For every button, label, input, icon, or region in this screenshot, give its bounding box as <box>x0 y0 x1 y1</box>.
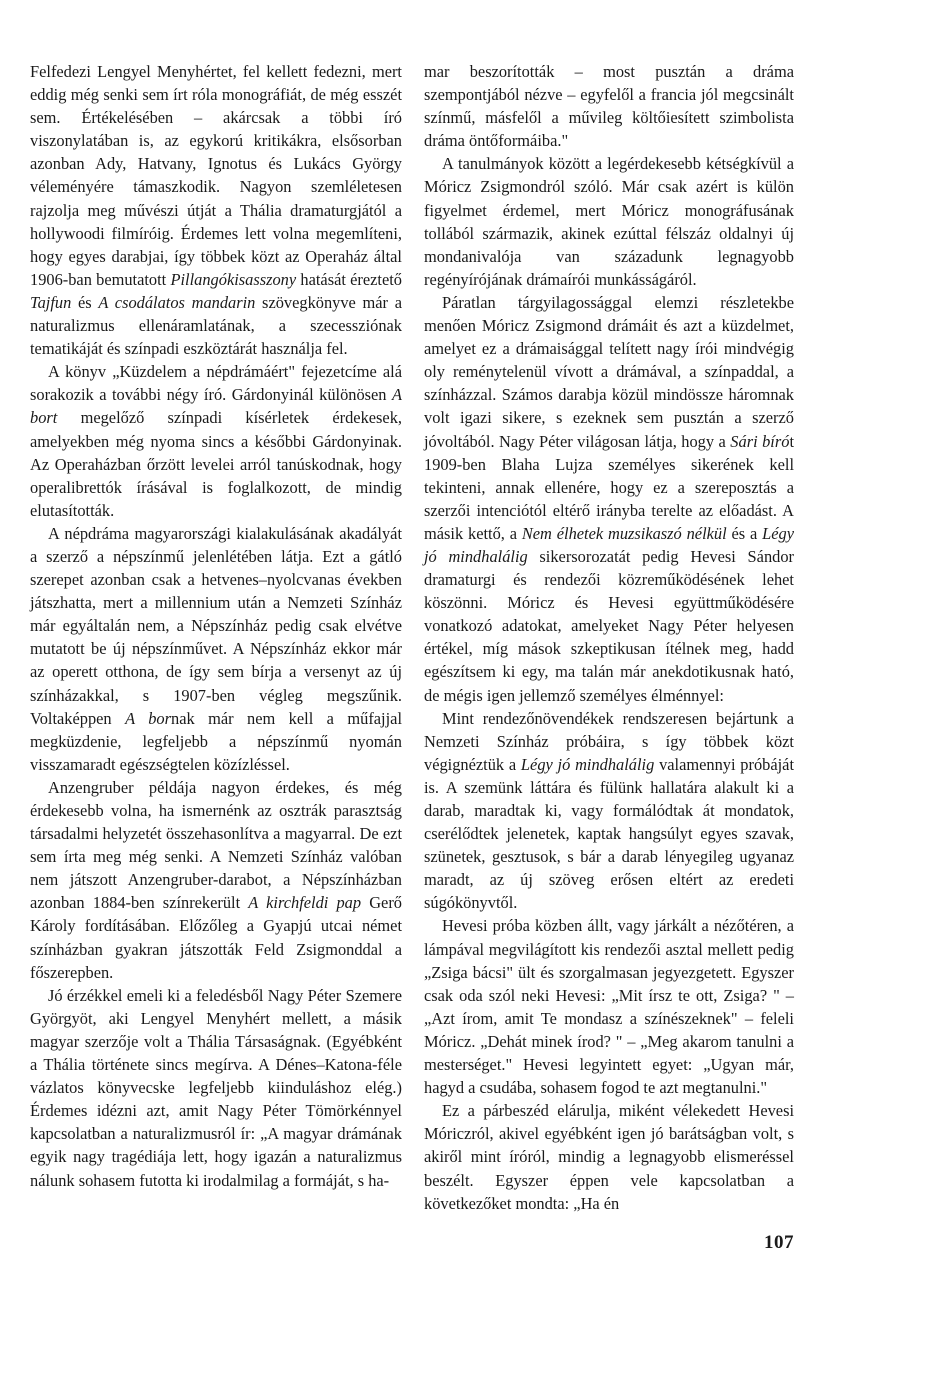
paragraph: A tanulmányok között a legérdekesebb kétségkívül a Móricz Zsigmondról szóló. Már csak azért is külön figyelmet érdemel, mert Móricz monográfusának tollából származik, akinek ezúttal félszáz oldalnyi új mondanivalója van századunk legnagyobb regényírójának drámaírói munkásságáról. <box>424 154 794 289</box>
paragraph-text: A könyv „Küzdelem a népdrámáért" fejezetcíme alá sorakozik a további négy író. Gárdonyinál különösen <box>30 362 402 405</box>
paragraph <box>424 291 794 707</box>
paragraph-text: és a <box>726 523 763 543</box>
work-title: Légy jó mindhalálig <box>520 754 655 774</box>
paragraph <box>30 360 402 522</box>
work-title: A csodálatos mandarin <box>98 292 256 312</box>
right-column <box>424 60 794 1215</box>
paragraph <box>30 522 402 776</box>
paragraph-text: Gerő Károly fordításában. Előzőleg a Gyapjú utcai német színházban gyakran játszották Feld Zsigmonddal a főszerepben. <box>30 893 402 982</box>
paragraph-text: valamennyi próbáját is. A szemünk láttára és fülünk hallatára alakult ki a darab, maradtak ki, vagy formálódtak át mondatok, cserélődtek jelenetek, kaptak hangsúlyt egyes szavak, szünetek, gesztusok, s bár a darab lényegileg ugyanaz maradt, az új szöveg erősen eltért az eredeti súgókönyvtől. <box>424 754 794 913</box>
paragraph-text: Mint rendezőnövendékek rendszeresen bejártunk a Nemzeti Színház próbáira, s így többek közt végignéztük a <box>424 708 794 774</box>
work-title: Pillangókisasszony <box>170 269 297 289</box>
paragraph-text: t 1909-ben Blaha Lujza személyes sikerének kell tekinteni, annak ellenére, hogy ez a szereposztás a szerzői intenciótól eltérő irányba terelte az előadást. A másik kettő, a <box>424 431 794 543</box>
paragraph: Jó érzékkel emeli ki a feledésből Nagy Péter Szemere Györgyöt, aki Lengyel Menyhért mellett, a másik magyar szerzője volt a Thália Társaságnak. (Egyébként a Thália története sincs megírva. A Dénes–Katona-féle vázlatos könyvecske legfeljebb kiinduláshoz elég.) Érdemes idézni azt, amit Nagy Péter Tömörkénnyel kapcsolatban a naturalizmusról ír: „A magyar drámának egyik nagy tragédiája lett, hogy igazán a naturalizmus nálunk sohasem futotta ki irodalmilag a formáját, s ha- <box>30 985 402 1190</box>
work-title: Légy jó mindhalálig <box>424 523 794 566</box>
paragraph: mar beszorították – most pusztán a dráma szempontjából nézve – egyfelől a francia jól megcsinált színmű, másfelől a művileg költőiesített szimbolista dráma öntőformáiba." <box>424 62 794 151</box>
paragraph-text: Páratlan tárgyilagossággal elemzi részletekbe menően Móricz Zsigmond drámáit és azt a küzdelmet, amelyet ez a drámaisággal telített nagy írói mindvégig oly reménytelenül vívott a drámával, a színpaddal, a színházzal. Számos darabja közül mindössze háromnak volt igazi sikere, s ezeknek sem pusztán a szerző jóvoltából. Nagy Péter világosan látja, hogy a <box>424 292 794 451</box>
paragraph-text: szövegkönyve már a naturalizmus ellenáramlatának, a szecessziónak tematikáját és színpadi eszköztárát használja fel. <box>30 292 402 359</box>
paragraph: Ez a párbeszéd elárulja, miként vélekedett Hevesi Móriczról, akivel egyébként igen jó barátságban volt, s akiről mint íróról, mindig a legnagyobb elismeréssel beszélt. Egyszer éppen vele kapcsolatban a következőket mondta: „Ha én <box>424 1101 794 1213</box>
paragraph <box>30 60 402 360</box>
work-title: A kirchfeldi pap <box>248 893 362 913</box>
paragraph-text: hatását éreztető <box>296 269 402 289</box>
paragraph-text: nak már nem kell a műfajjal megküzdenie, legfeljebb a népszínmű nyomán visszamaradt egészségtelen közízléssel. <box>30 708 402 774</box>
left-column <box>30 60 402 1192</box>
paragraph-text: Anzengruber példája nagyon érdekes, és még érdekesebb volna, ha ismernénk az osztrák parasztság társadalmi helyzetét összehasonlítva a magyarral. De ezt sem írta meg még senki. A Nemzeti Színház valóban nem játszott Anzengruber-darabot, a Népszínházban azonban 1884-ben színrekerült <box>30 777 402 913</box>
paragraph: Hevesi próba közben állt, vagy járkált a nézőtéren, a lámpával megvilágított kis rendezői asztal mellett pedig „Zsiga bácsi" ült és szorgalmasan jegyezgetett. Egyszer csak oda szól neki Hevesi: „Mit írsz te ott, Zsiga? " – „Azt írom, amit Te mondasz a színészeknek" – feleli Móricz. „Dehát minek írod? " – „Meg akarom tanulni a mesterséget." Hevesi legyintett egyet: „Ugyan már, hagyd a csudába, sohasem fogod te azt megtanulni." <box>424 916 794 1098</box>
paragraph-text: megelőző színpadi kísérletek érdekesek, amelyekben még nyoma sincs a későbbi Gárdonyinak. Az Operaházban őrzött levelei arról tanúskodnak, hogy operalibrettók írásával is foglalkozott, de mindig elutasították. <box>30 408 402 520</box>
paragraph-text: sikersorozatát pedig Hevesi Sándor dramaturgi és rendezői közreműködésének lehet köszönni. Móricz és Hevesi együttműködésére vonatkozó adatokat, amelyeket Nagy Péter helyesen értékel, míg mások szkeptikusan ítélnek meg, hadd egészítsem ki egy, ma talán már anekdotikusnak ható, de mégis igen jellemző személyes élménnyel: <box>424 546 794 705</box>
work-title: Tajfun <box>30 292 72 312</box>
paragraph-text: Felfedezi Lengyel Menyhértet, fel kellett fedezni, mert eddig még senki sem írt róla monográfiát, de még esszét sem. Értékelésében – akárcsak a többi író viszonylatában is, az egykorú kritikákra, elsősorban azonban Ady, Hatvany, Ignotus és Lukács György véleményére támaszkodik. Nagyon szemléletesen rajzolja meg művészi útját a Thália dramaturgjától a hollywoodi filmíróig. Érdemes lett volna megemlíteni, hogy egyes darabjai, így többek közt az Operaház által 1906-ban bemutatott <box>30 62 402 289</box>
paragraph-text: A népdráma magyarországi kialakulásának akadályát a szerző a népszínmű jelenlétében látja. Ezt a gátló szerepet azonban csak a hetvenes–nyolcvanas években játszhatta, mert a millennium után a Nemzeti Színház már egyáltalán nem, a Népszínház pedig csak elvétve mutatott be új népszínművet. A Népszínház ekkor már az operett otthona, de így sem bírja a versenyt az új színházakkal, s 1907-ben végleg megszűnik. Voltaképpen <box>30 523 402 728</box>
page-number: 107 <box>764 1232 794 1253</box>
work-title: Nem élhetek muzsikaszó nélkül <box>521 523 727 543</box>
paragraph <box>30 776 402 984</box>
work-title: Sári bíró <box>730 431 790 451</box>
paragraph-text: és <box>71 292 99 312</box>
paragraph <box>424 707 794 915</box>
work-title: A bort <box>30 385 402 428</box>
work-title: A bor <box>125 708 171 728</box>
